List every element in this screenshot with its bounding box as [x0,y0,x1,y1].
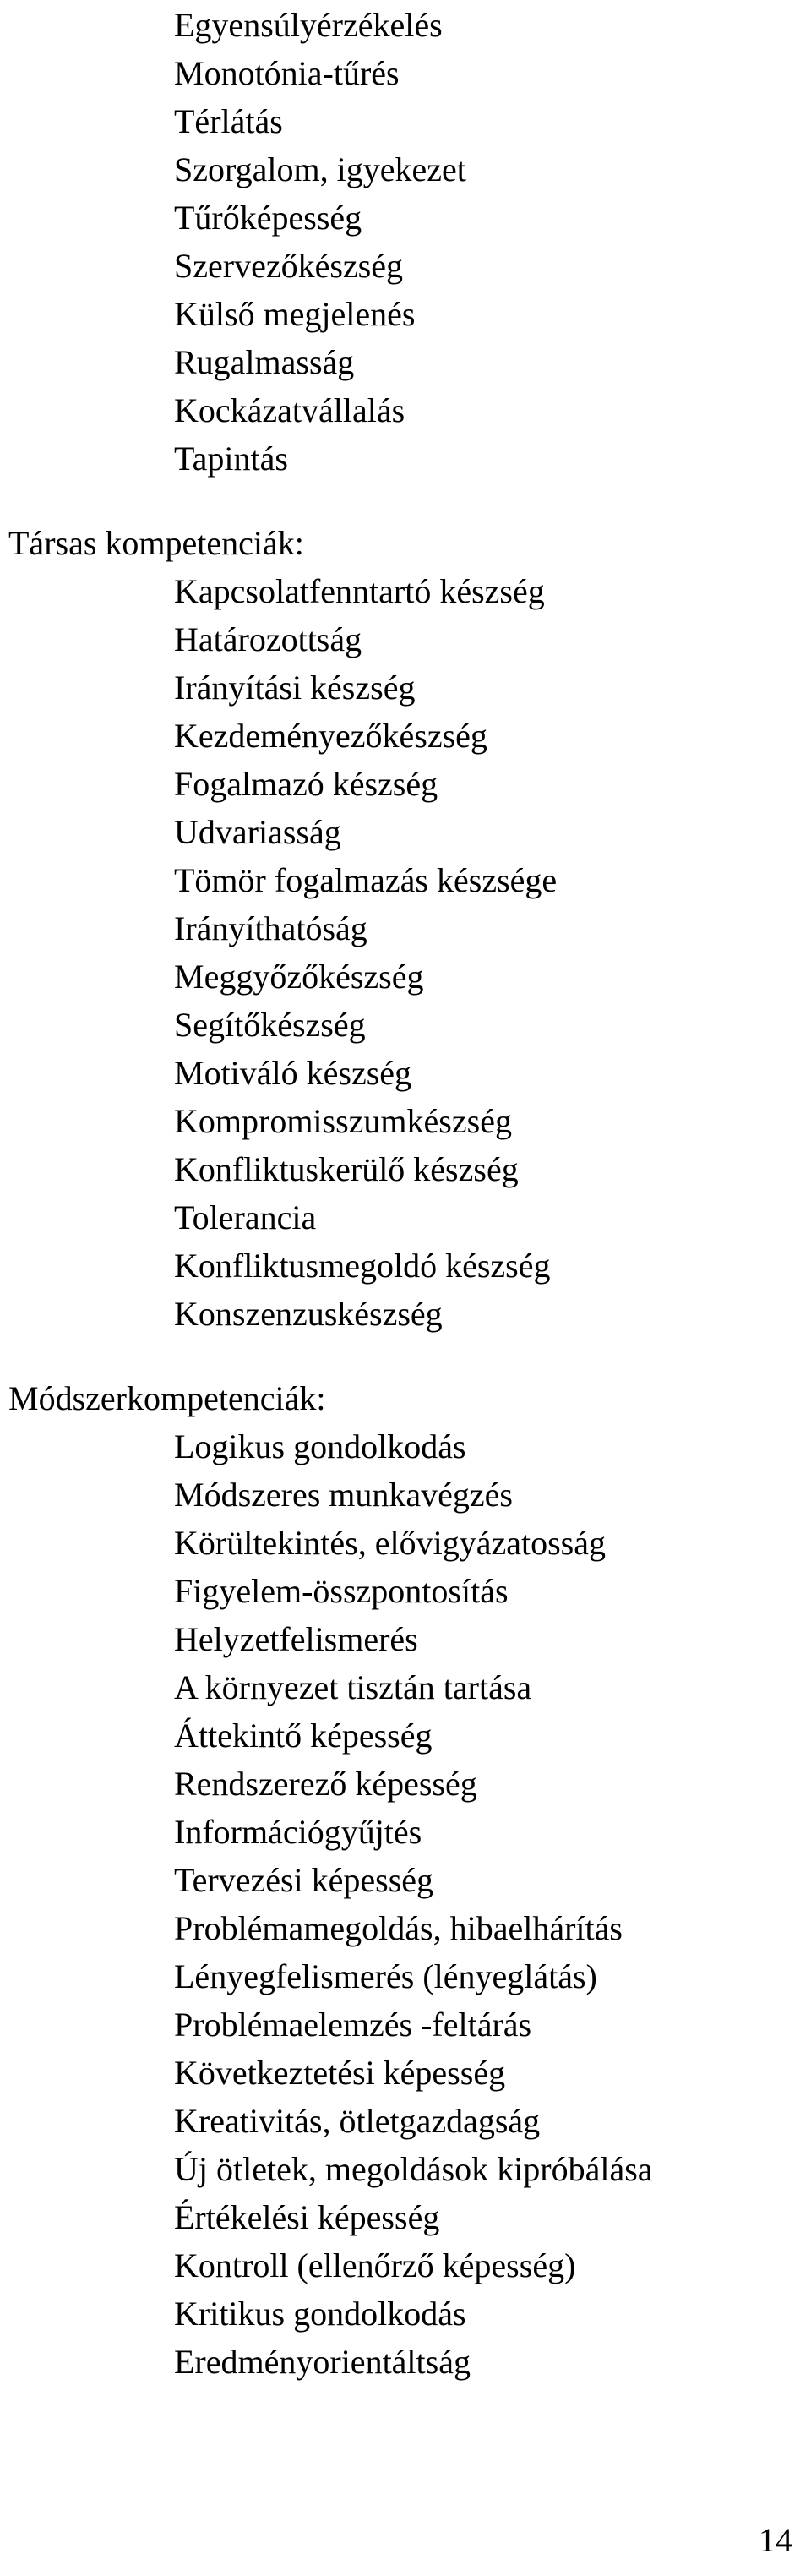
section-heading-method: Módszerkompetenciák: [8,1379,326,1417]
list-item: Segítőkészség [174,1006,366,1044]
list-item: Információgyűjtés [174,1813,422,1851]
list-item: Kapcsolatfenntartó készség [174,572,545,610]
list-item: Kompromisszumkészség [174,1102,512,1140]
list-item: Körültekintés, elővigyázatosság [174,1524,606,1562]
list-item: Konfliktuskerülő készség [174,1150,519,1188]
list-item: Lényegfelismerés (lényeglátás) [174,1957,597,1995]
list-item: Problémamegoldás, hibaelhárítás [174,1909,623,1947]
list-item: Monotónia-tűrés [174,54,400,92]
list-item: Rugalmasság [174,343,355,381]
list-item: Helyzetfelismerés [174,1620,418,1658]
list-item: Fogalmazó készség [174,765,438,803]
list-item: Külső megjelenés [174,295,416,333]
list-item: Kreativitás, ötletgazdagság [174,2102,541,2140]
list-item: Módszeres munkavégzés [174,1476,513,1514]
list-item: Irányítási készség [174,669,416,707]
list-item: Értékelési képesség [174,2198,440,2236]
list-item: Konszenzuskészség [174,1295,443,1333]
list-item: Térlátás [174,102,283,140]
list-item: Kockázatvállalás [174,391,406,429]
list-item: Rendszerező képesség [174,1765,477,1803]
list-item: Következtetési képesség [174,2054,506,2092]
list-item: Udvariasság [174,813,341,851]
page-number: 14 [759,2521,792,2559]
list-item: Figyelem-összpontosítás [174,1572,509,1610]
list-item: Új ötletek, megoldások kipróbálása [174,2150,653,2188]
list-item: Áttekintő képesség [174,1716,433,1755]
list-item: Logikus gondolkodás [174,1427,466,1465]
list-item: Motiváló készség [174,1054,412,1092]
section-heading-social: Társas kompetenciák: [8,524,304,562]
list-item: Eredményorientáltság [174,2343,471,2381]
list-item: Irányíthatóság [174,909,367,947]
list-item: Meggyőzőkészség [174,958,424,996]
list-item: Tapintás [174,439,288,478]
list-item: Kontroll (ellenőrző képesség) [174,2246,576,2284]
list-item: Tűrőképesség [174,199,362,237]
list-item: Problémaelemzés -feltárás [174,2006,532,2044]
list-item: Egyensúlyérzékelés [174,6,443,44]
list-item: Kezdeményezőkészség [174,717,487,755]
list-item: Tömör fogalmazás készsége [174,861,558,899]
list-item: Szorgalom, igyekezet [174,150,466,188]
list-item: Konfliktusmegoldó készség [174,1247,551,1285]
list-item: Tolerancia [174,1198,317,1236]
list-item: Kritikus gondolkodás [174,2295,466,2333]
list-item: A környezet tisztán tartása [174,1668,532,1706]
list-item: Tervezési képesség [174,1861,434,1899]
list-item: Határozottság [174,620,362,658]
list-item: Szervezőkészség [174,247,403,285]
